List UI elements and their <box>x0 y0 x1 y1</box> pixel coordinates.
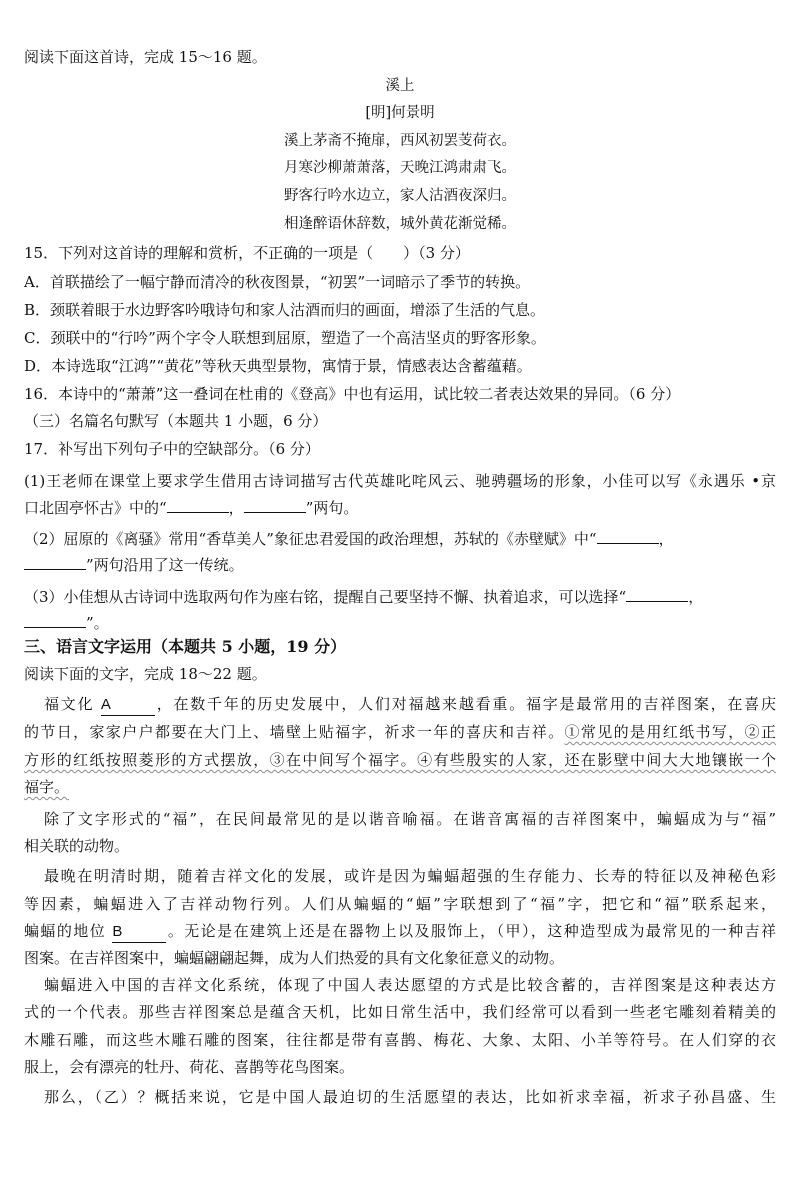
option-a: A．首联描绘了一幅宁静而清冷的秋夜图景，“初罢”一词暗示了季节的转换。 <box>24 273 531 291</box>
answer-blank[interactable] <box>244 497 306 513</box>
para5-line1: 那么，（乙）？概括来说，它是中国人最迫切的生活愿望的表达，比如祈求幸福，祈求子孙昌盛、生 <box>44 1088 776 1106</box>
para4-line2: 式的一个代表。那些吉祥图案总是蕴含天机，比如日常生活中，我们经常可以看到一些老宅雕刻着精美的 <box>24 1003 776 1021</box>
poem-line: 相逢醉语休辞数，城外黄花渐觉稀。 <box>284 216 516 232</box>
q17-2-line1 <box>24 528 674 549</box>
para1-line3 <box>24 750 776 770</box>
q17-1-comma: ， <box>228 499 244 517</box>
q17-2-comma: ， <box>658 530 674 548</box>
poem-line: 溪上茅斋不掩扉，西风初罢芰荷衣。 <box>284 133 516 149</box>
para2-line1: 除了文字形式的“福”，在民间最常见的是以谐音喻福。在谐音寓福的吉祥图案中，蝙蝠成为与“福” <box>44 810 776 828</box>
poem-author: [明]何景明 <box>365 105 435 121</box>
text: ，在数千年的历史发展中，人们对福越来越看重。福字是最常用的吉祥图案，在喜庆 <box>154 695 776 713</box>
section-dictation-heading: （三）名篇名句默写（本题共 1 小题，6 分） <box>24 412 328 430</box>
para1-line1 <box>44 694 776 716</box>
text: 的节日，家家户户都要在大门上、墙壁上贴福字，祈求一年的喜庆和吉祥。 <box>24 723 565 741</box>
text: 蝙蝠的地位 <box>24 922 107 940</box>
para3-line3 <box>24 921 776 943</box>
q17-1-text: 口北固亭怀古》中的“ <box>24 499 167 517</box>
para3-line1: 最晚在明清时期，随着吉祥文化的发展，或许是因为蝙蝠超强的生存能力、长寿的特征以及神秘色彩 <box>44 867 776 885</box>
text: 。无论是在建筑上还是在器物上以及服饰上，（甲），这种造型成为最常见的一种吉祥 <box>166 922 776 940</box>
wavy-underlined-text: ③在中间写个福字。 <box>269 751 418 769</box>
part3-heading: 三、语言文字运用（本题共 5 小题，19 分） <box>24 637 347 656</box>
q17-3-comma: ， <box>688 588 704 606</box>
para4-line1: 蝙蝠进入中国的吉祥文化系统，体现了中国人表达愿望的方式是比较含蓄的，吉祥图案是这种表达方 <box>44 976 776 994</box>
answer-blank[interactable] <box>597 528 659 544</box>
q17-1-line1: (1)王老师在课堂上要求学生借用古诗词描写古代英雄叱咤风云、驰骋疆场的形象，小佳可以写《永遇乐 •京 <box>24 472 776 490</box>
poem-title: 溪上 <box>385 78 415 94</box>
q17-3-line1 <box>24 586 703 607</box>
option-c: C．颈联中的“行吟”两个字令人联想到屈原，塑造了一个高洁坚贞的野客形象。 <box>24 329 546 347</box>
para1-line2 <box>24 722 776 742</box>
question-15-stem: 15．下列对这首诗的理解和赏析，不正确的一项是（ ）（3 分） <box>24 244 470 262</box>
wavy-underlined-text: 方形的红纸按照菱形的方式摆放， <box>24 751 270 769</box>
question-16: 16．本诗中的“萧萧”这一叠词在杜甫的《登高》中也有运用，试比较二者表达效果的异同。（6 分） <box>24 385 681 403</box>
wavy-underlined-text: 福字。 <box>24 778 70 796</box>
para1-line4 <box>24 777 69 797</box>
q17-1-tail: ”两句。 <box>305 499 359 517</box>
para3-line2: 等因素，蝙蝠进入了吉祥动物行列。人们从蝙蝠的“蝠”字联想到了“福”字，把它和“福”联系起来， <box>24 895 776 913</box>
part3-instruction: 阅读下面的文字，完成 18～22 题。 <box>24 665 267 683</box>
para3-line4: 图案。在吉祥图案中，蝙蝠翩翩起舞，成为人们热爱的具有文化象征意义的动物。 <box>24 949 565 967</box>
q17-1-line2 <box>24 497 358 518</box>
para2-line2: 相关联的动物。 <box>24 837 130 855</box>
para4-line4: 服上，会有漂亮的牡丹、荷花、喜鹊等花鸟图案。 <box>24 1058 355 1076</box>
poem-line: 野客行吟水边立，家人沽酒夜深归。 <box>284 188 516 204</box>
answer-blank[interactable] <box>24 554 86 570</box>
fill-blank-b: B <box>112 922 166 943</box>
q17-2-line2 <box>24 554 244 575</box>
option-b: B．颈联着眼于水边野客吟哦诗句和家人沽酒而归的画面，增添了生活的气息。 <box>24 301 546 319</box>
wavy-underlined-text: ④有些殷实的人家，还在影壁中间大大地镶嵌一个 <box>417 751 776 769</box>
question-17-stem: 17．补写出下列句子中的空缺部分。（6 分） <box>24 440 320 458</box>
wavy-underlined-text: ①常见的是用红纸书写，②正 <box>564 723 776 741</box>
option-d: D．本诗选取“江鸿”“黄花”等秋天典型景物，寓情于景，情感表达含蓄蕴藉。 <box>24 357 532 375</box>
q17-2-tail: ”两句沿用了这一传统。 <box>86 556 244 574</box>
q17-2-text: （2）屈原的《离骚》常用“香草美人”象征忠君爱国的政治理想，苏轼的《赤壁赋》中“ <box>24 530 597 548</box>
q17-3-line2 <box>24 612 109 633</box>
poem-line: 月寒沙柳萧萧落，天晚江鸿肃肃飞。 <box>284 160 516 176</box>
q17-3-text: （3）小佳想从古诗词中选取两句作为座右铭，提醒自己要坚持不懈、执着追求，可以选择“ <box>24 588 627 606</box>
answer-blank[interactable] <box>24 612 86 628</box>
reading-instruction: 阅读下面这首诗，完成 15～16 题。 <box>24 48 267 66</box>
para4-line3: 木雕石雕，而这些木雕石雕的图案，往往都是带有喜鹊、梅花、大象、太阳、小羊等符号。在人们穿的衣 <box>24 1031 776 1049</box>
q17-3-tail: ”。 <box>86 614 109 632</box>
fill-blank-a: A <box>101 695 155 716</box>
text: 福文化 <box>44 695 95 713</box>
answer-blank[interactable] <box>626 586 688 602</box>
answer-blank[interactable] <box>167 497 229 513</box>
